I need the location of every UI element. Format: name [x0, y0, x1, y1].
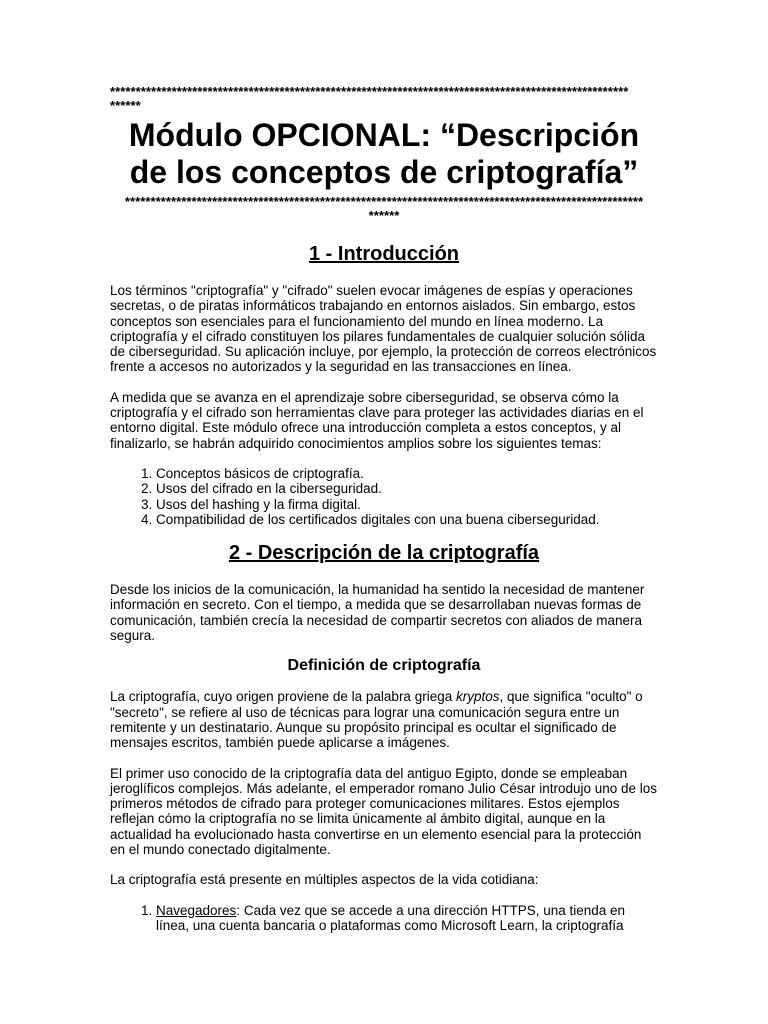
subheading-definicion: Definición de criptografía	[287, 657, 481, 675]
paragraph-definition	[110, 689, 658, 750]
stars-line: *****************************************************************************************************	[110, 84, 629, 99]
paragraph: Los términos "criptografía" y "cifrado" suelen evocar imágenes de espías y operaciones secretas, o de piratas informáticos trabajando en entornos aislados. Sin embargo, estos conceptos son esenciales para el funcionamiento del mundo en línea moderno. La criptografía y el cifrado constituyen los pilares fundamentales de cualquier solución sólida de ciberseguridad. Su aplicación incluye, por ejemplo, la protección de correos electrónicos frente a accesos no autorizados y la seguridad en las transacciones en línea.	[110, 283, 657, 375]
list-item: 1. Conceptos básicos de criptografía.	[156, 466, 658, 481]
definition-italic-term: kryptos	[455, 689, 500, 705]
stars-divider-top	[110, 85, 658, 113]
list-item-term: Navegadores	[156, 902, 237, 918]
paragraph: Desde los inicios de la comunicación, la humanidad ha sentido la necesidad de mantener información en secreto. Con el tiempo, a medida que se desarrollaban nuevas formas de comunicación, también crecía la necesidad de compartir secretos con aliados de manera segura.	[110, 582, 645, 644]
document-page	[110, 85, 658, 933]
list-item: 2. Usos del cifrado en la ciberseguridad.	[156, 481, 658, 496]
definition-text-start: La criptografía, cuyo origen proviene de la palabra griega	[110, 689, 456, 705]
paragraph: El primer uso conocido de la criptografía data del antiguo Egipto, donde se empleaban jeroglíficos complejos. Más adelante, el emperador romano Julio César introdujo uno de los primeros métodos de cifrado para proteger comunicaciones militares. Estos ejemplos reflejan cómo la criptografía no se limita únicamente al ámbito digital, aunque en la actualidad ha evolucionado hasta convertirse en un elemento esencial para la protección en el mundo conectado digitalmente.	[110, 765, 658, 858]
daily-uses-list	[110, 903, 658, 934]
topics-list	[110, 466, 658, 527]
definition-text-end: , que significa "oculto" o "secreto", se refiere al uso de técnicas para lograr una comunicación segura entre un remitente y un destinatario. Aunque su propósito principal es ocultar el significado de mensajes escritos, también puede aplicarse a imágenes.	[110, 689, 643, 751]
stars-line: ******	[110, 98, 141, 113]
document-title: Módulo OPCIONAL: “Descripción de los conceptos de criptografía”	[128, 117, 640, 190]
stars-line: *****************************************************************************************************	[124, 194, 644, 209]
section-heading-descripcion: 2 - Descripción de la criptografía	[228, 542, 540, 565]
paragraph: La criptografía está presente en múltiples aspectos de la vida cotidiana:	[110, 872, 539, 888]
stars-divider-bottom	[110, 195, 658, 223]
list-item: 3. Usos del hashing y la firma digital.	[156, 497, 658, 512]
list-item: 4. Compatibilidad de los certificados digitales con una buena ciberseguridad.	[156, 512, 658, 527]
section-heading-introduccion: 1 - Introducción	[309, 243, 459, 265]
list-item-text: : Cada vez que se accede a una dirección HTTPS, una tienda en línea, una cuenta bancaria o plataformas como Microsoft Learn, la criptografía	[156, 902, 626, 933]
stars-line: ******	[368, 208, 400, 223]
paragraph: A medida que se avanza en el aprendizaje sobre ciberseguridad, se observa cómo la criptografía y el cifrado son herramientas clave para proteger las actividades diarias en el entorno digital. Este módulo ofrece una introducción completa a estos conceptos, y al finalizarlo, se habrán adquirido conocimientos amplios sobre los siguientes temas:	[110, 389, 644, 451]
list-item	[156, 903, 658, 934]
